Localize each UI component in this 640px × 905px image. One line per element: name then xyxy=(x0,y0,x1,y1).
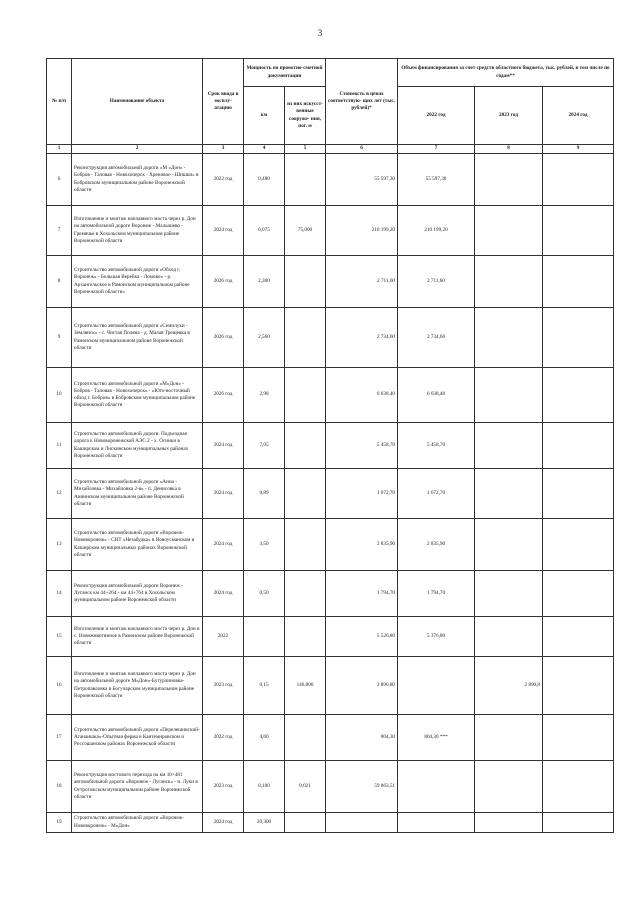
column-number: 6 xyxy=(326,145,398,154)
page-number: 3 xyxy=(317,28,323,38)
object-name: Строительство автомобильной дороги «М«Дон» - Бобров - Таловая - Новохоперск» - «Юго-восточный обход г. Бобров» в Бобровском муниципальном районе Воронежской области xyxy=(72,368,203,423)
row-number: 9 xyxy=(47,308,72,368)
cost-value: 2 711,60 xyxy=(326,256,398,308)
object-name: Реконструкция мостового перехода на км 10+481 автомобильной дороги «Воронеж - Луганск» - п. Луки в Острогожском муниципальном районе Воронежской области xyxy=(72,761,203,813)
funding-2022: 55 597,30 xyxy=(398,154,475,206)
funding-2023 xyxy=(475,571,543,617)
row-number: 11 xyxy=(47,423,72,469)
header-funding: Объем финансирования за счет средств областного бюджета, тыс. рублей, в том числе по годам** xyxy=(398,59,614,87)
row-number: 6 xyxy=(47,154,72,206)
funding-2024 xyxy=(543,256,614,308)
funding-2023 xyxy=(475,469,543,519)
commissioning-term: 2024 год xyxy=(203,571,244,617)
column-number: 9 xyxy=(543,145,614,154)
object-name: Строительство автомобильной дороги «Перелешинский-Аганаишка»-Опытная ферма в Кантемировском и Россошанском районах Воронежской области xyxy=(72,715,203,761)
funding-2024 xyxy=(543,617,614,657)
commissioning-term: 2023 год xyxy=(203,761,244,813)
table-row xyxy=(47,761,614,813)
column-number: 4 xyxy=(244,145,285,154)
table-row xyxy=(47,715,614,761)
capacity-structures xyxy=(285,469,326,519)
table-row xyxy=(47,657,614,715)
capacity-structures xyxy=(285,617,326,657)
row-number: 19 xyxy=(47,813,72,833)
header-cost: Стоимость в ценах соответствую- щих лет (тыс. рублей)* xyxy=(326,59,398,145)
capacity-km xyxy=(244,617,285,657)
object-name: Строительство автомобильной дороги «Семилуки - Землянск» - с. Чистая Поляна - д. Малая Трещевка в Рамонском муниципальном районе Воронежской области xyxy=(72,308,203,368)
funding-2023: 2 890,8 xyxy=(475,657,543,715)
funding-2024 xyxy=(543,519,614,571)
funding-2022 xyxy=(398,813,475,833)
table-row xyxy=(47,519,614,571)
cost-value: 1 672,70 xyxy=(326,469,398,519)
row-number: 8 xyxy=(47,256,72,308)
table-row xyxy=(47,154,614,206)
object-name: Изготовление и монтаж наплавного моста через р. Дон на автомобильной дороге М«Дон»-Бутурлиновка-Петропавловка в Богучарском муниципальном районе Воронежской области xyxy=(72,657,203,715)
funding-2023 xyxy=(475,206,543,256)
capacity-structures xyxy=(285,256,326,308)
table-row xyxy=(47,617,614,657)
cost-value: 2 835,90 xyxy=(326,519,398,571)
objects-table xyxy=(46,58,614,833)
funding-2023 xyxy=(475,761,543,813)
table-row xyxy=(47,423,614,469)
column-number: 8 xyxy=(475,145,543,154)
commissioning-term: 2024 год xyxy=(203,206,244,256)
header-structures: из них искусст- венные сооруже- ния, пог. м xyxy=(285,87,326,145)
cost-value: 5 526,80 xyxy=(326,617,398,657)
funding-2024 xyxy=(543,308,614,368)
object-name: Реконструкция автомобильной дороги «М «Дон» - Бобров - Таловая - Новохоперск - Хреновое - Шишки» в Бобровском муниципальном районе Воронежской области xyxy=(72,154,203,206)
commissioning-term: 2022 год xyxy=(203,154,244,206)
commissioning-term: 2026 год xyxy=(203,256,244,308)
table-row xyxy=(47,368,614,423)
capacity-km: 0,89 xyxy=(244,469,285,519)
cost-value: 210 199,20 xyxy=(326,206,398,256)
funding-2023 xyxy=(475,308,543,368)
capacity-structures xyxy=(285,368,326,423)
row-number: 7 xyxy=(47,206,72,256)
cost-value: 1 794,70 xyxy=(326,571,398,617)
column-number-row xyxy=(47,145,614,154)
funding-2023 xyxy=(475,154,543,206)
funding-2023 xyxy=(475,617,543,657)
table-row xyxy=(47,813,614,833)
funding-2022 xyxy=(398,761,475,813)
capacity-km: 0,50 xyxy=(244,571,285,617)
capacity-km: 2,560 xyxy=(244,308,285,368)
capacity-km: 2,300 xyxy=(244,256,285,308)
commissioning-term: 2022 год xyxy=(203,715,244,761)
capacity-structures xyxy=(285,715,326,761)
funding-2023 xyxy=(475,368,543,423)
header-y2022: 2022 год xyxy=(398,87,475,145)
row-number: 18 xyxy=(47,761,72,813)
funding-2022 xyxy=(398,657,475,715)
table-row xyxy=(47,571,614,617)
funding-2022: 210 199,20 xyxy=(398,206,475,256)
table-row xyxy=(47,469,614,519)
object-name: Строительство автомобильной дороги «Воронеж-Нововоронеж» - СНТ «Незабудка» в Новоусманском и Каширском муниципальных районах Воронежской области xyxy=(72,519,203,571)
header-name: Наименование объекта xyxy=(72,59,203,145)
cost-value: 55 597,30 xyxy=(326,154,398,206)
funding-2023 xyxy=(475,256,543,308)
funding-2024 xyxy=(543,571,614,617)
cost-value: 804,30 xyxy=(326,715,398,761)
capacity-km: 0,480 xyxy=(244,154,285,206)
capacity-structures xyxy=(285,571,326,617)
funding-2024 xyxy=(543,657,614,715)
commissioning-term: 2024 год xyxy=(203,813,244,833)
funding-2024 xyxy=(543,715,614,761)
column-number: 3 xyxy=(203,145,244,154)
cost-value: 2 734,60 xyxy=(326,308,398,368)
funding-2023 xyxy=(475,715,543,761)
funding-2023 xyxy=(475,813,543,833)
capacity-structures xyxy=(285,519,326,571)
funding-2023 xyxy=(475,519,543,571)
capacity-structures xyxy=(285,308,326,368)
row-number: 17 xyxy=(47,715,72,761)
row-number: 15 xyxy=(47,617,72,657)
object-name: Строительство автомобильной дороги «Анна - Михайловка - Михайловка 2-я» - п. Денисовка в Аннинском муниципальном районе Воронежской области xyxy=(72,469,203,519)
funding-2024 xyxy=(543,423,614,469)
header-y2023: 2023 год xyxy=(475,87,543,145)
funding-2022: 2 734,60 xyxy=(398,308,475,368)
column-number: 5 xyxy=(285,145,326,154)
capacity-km: 0,100 xyxy=(244,761,285,813)
capacity-km: 4,60 xyxy=(244,715,285,761)
funding-2022: 2 835,90 xyxy=(398,519,475,571)
header-term: Срок ввода в эксплу- атацию xyxy=(203,59,244,145)
funding-2024 xyxy=(543,761,614,813)
column-number: 2 xyxy=(72,145,203,154)
capacity-structures: 75,000 xyxy=(285,206,326,256)
capacity-km: 3,50 xyxy=(244,519,285,571)
commissioning-term: 2026 год xyxy=(203,368,244,423)
funding-2024 xyxy=(543,469,614,519)
commissioning-term: 2024 год xyxy=(203,423,244,469)
capacity-structures xyxy=(285,154,326,206)
capacity-structures xyxy=(285,813,326,833)
funding-2023 xyxy=(475,423,543,469)
funding-2022: 5 376,80 xyxy=(398,617,475,657)
capacity-km: 0,075 xyxy=(244,206,285,256)
capacity-structures xyxy=(285,423,326,469)
capacity-km: 2,98 xyxy=(244,368,285,423)
funding-2022: 2 711,60 xyxy=(398,256,475,308)
cost-value: 2 890,80 xyxy=(326,657,398,715)
capacity-structures: 146,000 xyxy=(285,657,326,715)
funding-2024 xyxy=(543,368,614,423)
row-number: 10 xyxy=(47,368,72,423)
header-num: № п/п xyxy=(47,59,72,145)
row-number: 12 xyxy=(47,469,72,519)
funding-2022: 1 794,70 xyxy=(398,571,475,617)
commissioning-term: 2022 xyxy=(203,617,244,657)
funding-2024 xyxy=(543,154,614,206)
object-name: Изготовление и монтаж наплавного моста через р. Дон на автомобильной дороге Воронеж - Малышево - Гремячье в Хохольском муниципальном районе Воронежской области xyxy=(72,206,203,256)
object-name: Реконструкция автомобильной дороги Воронеж - Луганск км 44+264 - км 44+764 в Хохольском муниципальном районе Воронежской области xyxy=(72,571,203,617)
funding-2022: 1 672,70 xyxy=(398,469,475,519)
funding-2022: 6 638,40 xyxy=(398,368,475,423)
row-number: 16 xyxy=(47,657,72,715)
commissioning-term: 2026 год xyxy=(203,308,244,368)
cost-value: 59 863,51 xyxy=(326,761,398,813)
table-row xyxy=(47,256,614,308)
header-y2024: 2024 год xyxy=(543,87,614,145)
commissioning-term: 2023 год xyxy=(203,657,244,715)
capacity-km: 7,05 xyxy=(244,423,285,469)
funding-2024 xyxy=(543,206,614,256)
funding-2022: 804,30 *** xyxy=(398,715,475,761)
header-km: км xyxy=(244,87,285,145)
object-name: Строительство автомобильной дороги «Воронеж-Нововоронеж» - М«Дон» xyxy=(72,813,203,833)
table-row xyxy=(47,308,614,368)
commissioning-term: 2024 год xyxy=(203,469,244,519)
cost-value: 5 458,70 xyxy=(326,423,398,469)
table-row xyxy=(47,206,614,256)
capacity-km: 20,300 xyxy=(244,813,285,833)
object-name: Строительство автомобильной дороги «Обход г. Воронеж» - Большая Верейка - Ломово» - р. Архангельское в Рамонском муниципальном районе Воронежской области» xyxy=(72,256,203,308)
cost-value: 6 638,40 xyxy=(326,368,398,423)
row-number: 13 xyxy=(47,519,72,571)
commissioning-term: 2024 год xyxy=(203,519,244,571)
funding-2024 xyxy=(543,813,614,833)
column-number: 1 xyxy=(47,145,72,154)
header-capacity: Мощность по проектно-сметной документации xyxy=(244,59,326,87)
object-name: Изготовление и монтаж наплавного моста через р. Дон в с. Новоживотинное в Рамонском районе Воронежской области xyxy=(72,617,203,657)
row-number: 14 xyxy=(47,571,72,617)
funding-2022: 5 458,70 xyxy=(398,423,475,469)
column-number: 7 xyxy=(398,145,475,154)
object-name: Строительство автомобильной дороги. Подъездная дорога к Нововоронежской АЭС 2 - х. Осинки в Каширском и Лискинском муниципальных районах Воронежской области xyxy=(72,423,203,469)
capacity-km: 0,15 xyxy=(244,657,285,715)
cost-value xyxy=(326,813,398,833)
capacity-structures: 0,021 xyxy=(285,761,326,813)
